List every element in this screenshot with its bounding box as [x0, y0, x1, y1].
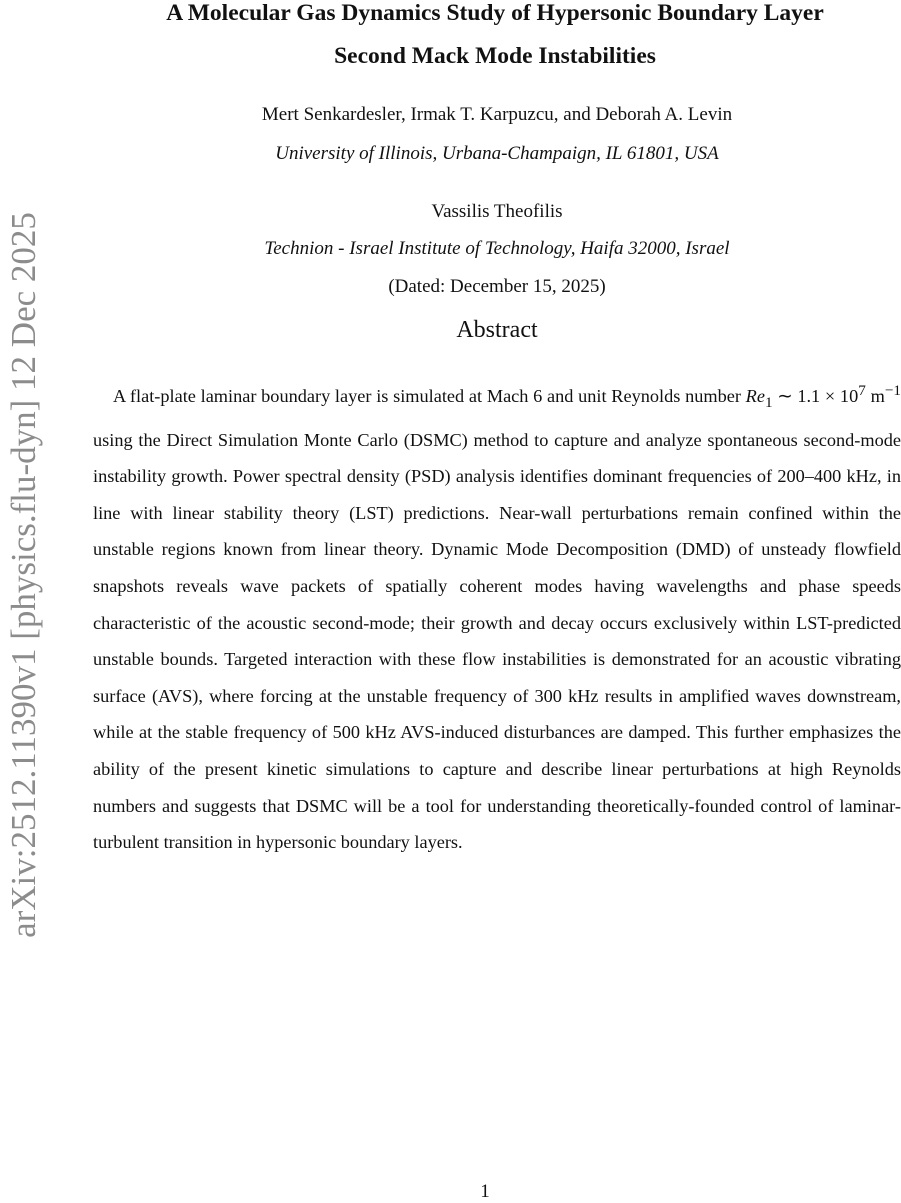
abstract-body: [93, 373, 901, 860]
reynolds-subscript: 1: [764, 394, 773, 412]
reynolds-unit: m: [865, 386, 885, 407]
affiliation-1: University of Illinois, Urbana-Champaign, IL 61801, USA: [275, 143, 719, 164]
authors-list-2: Vassilis Theofilis: [431, 201, 563, 222]
paper-title-line-2: Second Mack Mode Instabilities: [334, 43, 656, 69]
reynolds-exponent: 7: [858, 382, 866, 400]
arxiv-identifier-stamp: arXiv:2512.11390v1 [physics.flu-dyn] 12 Dec 2025: [4, 212, 43, 938]
dated-line: (Dated: December 15, 2025): [388, 276, 606, 297]
reynolds-relation: ∼ 1.1 × 10: [772, 386, 859, 407]
abstract-heading: Abstract: [456, 317, 538, 343]
affiliation-2: Technion - Israel Institute of Technology, Haifa 32000, Israel: [264, 238, 730, 259]
paper-title-line-1: A Molecular Gas Dynamics Study of Hypersonic Boundary Layer: [166, 0, 824, 26]
authors-list-1: Mert Senkardesler, Irmak T. Karpuzcu, and Deborah A. Levin: [261, 104, 733, 125]
reynolds-unit-exponent: −1: [884, 382, 901, 400]
reynolds-symbol: Re: [745, 386, 765, 407]
page-number: 1: [480, 1181, 490, 1202]
abstract-text-part-1: A flat-plate laminar boundary layer is simulated at Mach 6 and unit Reynolds number: [113, 386, 746, 407]
abstract-text-part-2: using the Direct Simulation Monte Carlo (DSMC) method to capture and analyze spontaneous second-mode instability growth. Power spectral density (PSD) analysis identifies dominant frequencies of 200–400 kHz, in line with linear stability theory (LST) predictions. Near-wall perturbations remain confined within the unstable regions known from linear theory. Dynamic Mode Decomposition (DMD) of unsteady flowfield snapshots reveals wave packets of spatially coherent modes having wavelengths and phase speeds characteristic of the acoustic second-mode; their growth and decay occurs exclusively within LST-predicted unstable bounds. Targeted interaction with these flow instabilities is demonstrated for an acoustic vibrating surface (AVS), where forcing at the unstable frequency of 300 kHz results in amplified waves downstream, while at the stable frequency of 500 kHz AVS-induced disturbances are damped. This further emphasizes the ability of the present kinetic simulations to capture and describe linear perturbations at high Reynolds numbers and suggests that DSMC will be a tool for understanding theoretically-founded control of laminar-turbulent transition in hypersonic boundary layers.: [93, 429, 901, 853]
